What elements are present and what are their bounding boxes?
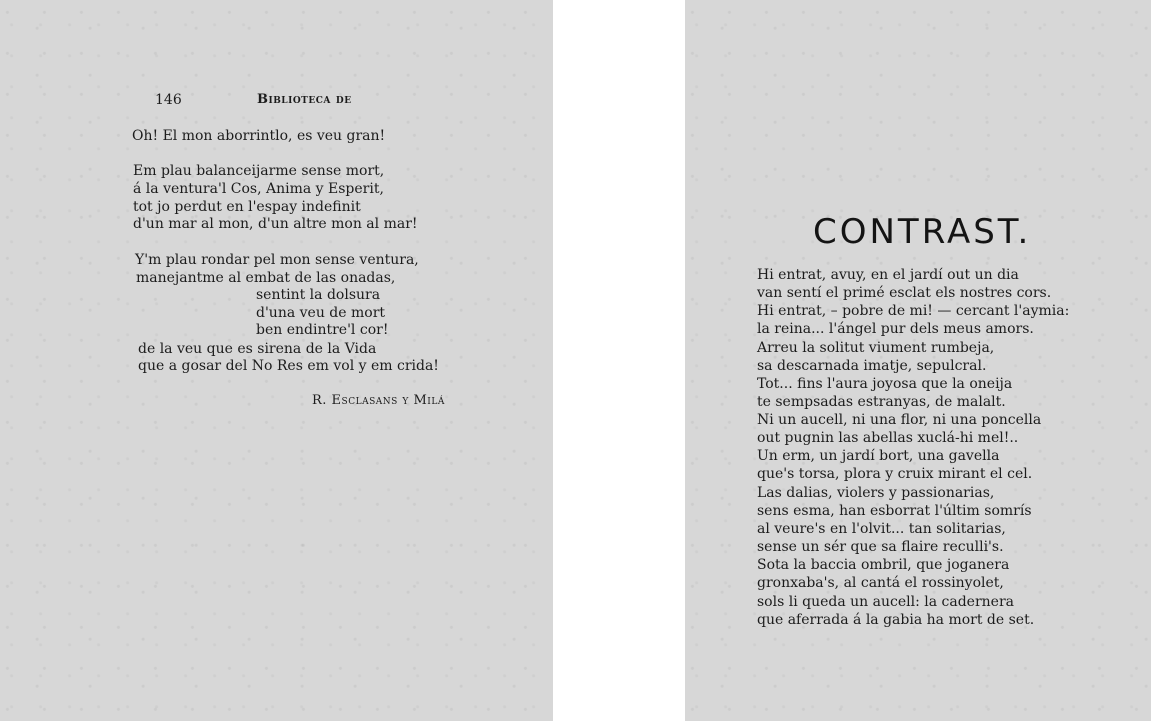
poem-line: que a gosar del No Res em vol y em crida!: [138, 358, 439, 374]
poem-line: Tot... fins l'aura joyosa que la oneija: [757, 376, 1013, 392]
poem-line: que's torsa, plora y cruix mirant el cel.: [757, 466, 1033, 482]
poem-line: sols li queda un aucell: la cadernera: [757, 594, 1014, 610]
poem-line: Hi entrat, avuy, en el jardí out un dia: [757, 267, 1019, 283]
poem-line: Oh! El mon aborrintlo, es veu gran!: [132, 128, 386, 144]
poem-line: Las dalias, violers y passionarias,: [757, 485, 995, 501]
poem-line: sa descarnada imatje, sepulcral.: [757, 358, 987, 374]
poem-line: sentint la dolsura: [256, 287, 381, 303]
poem-line: Em plau balanceijarme sense mort,: [133, 163, 385, 179]
poem-line: sense un sér que sa flaire reculli's.: [757, 539, 1004, 555]
poem-line: Sota la baccia ombril, que joganera: [757, 557, 1010, 573]
poem-line: Ni un aucell, ni una flor, ni una poncella: [757, 412, 1042, 428]
left-page: [0, 0, 553, 721]
poem-line: de la veu que es sirena de la Vida: [138, 341, 377, 357]
poem-line: á la ventura'l Cos, Anima y Esperit,: [133, 181, 384, 197]
poem-line: te sempsadas estranyas, de malalt.: [757, 394, 1006, 410]
poem-line: d'un mar al mon, d'un altre mon al mar!: [133, 216, 418, 232]
poem-line: manejantme al embat de las onadas,: [136, 270, 396, 286]
poem-line: van sentí el primé esclat els nostres cors.: [757, 285, 1052, 301]
poem-line: ben endintre'l cor!: [256, 322, 389, 338]
poem-line: sens esma, han esborrat l'últim somrís: [757, 503, 1032, 519]
poem-line: d'una veu de mort: [256, 305, 386, 321]
poem-line: gronxaba's, al cantá el rossinyolet,: [757, 575, 1004, 591]
poem-line: Arreu la solitut viument rumbeja,: [757, 340, 995, 356]
running-head-title: Biblioteca de: [257, 92, 352, 107]
poem-line: al veure's en l'olvit... tan solitarias,: [757, 521, 1006, 537]
page-number: 146: [155, 92, 182, 108]
author-signature: R. Esclasans y Milá: [312, 393, 445, 408]
poem-line: Y'm plau rondar pel mon sense ventura,: [135, 252, 419, 268]
poem-line: que aferrada á la gabia ha mort de set.: [757, 612, 1035, 628]
poem-line: Hi entrat, – pobre de mi! — cercant l'aymia:: [757, 303, 1070, 319]
poem-line: la reina... l'ángel pur dels meus amors.: [757, 321, 1034, 337]
right-page: [685, 0, 1151, 721]
poem-title: CONTRAST.: [813, 212, 1032, 252]
poem-line: Un erm, un jardí bort, una gavella: [757, 448, 1000, 464]
poem-line: out pugnin las abellas xuclá-hi mel!..: [757, 430, 1019, 446]
poem-line: tot jo perdut en l'espay indefinit: [133, 199, 361, 215]
